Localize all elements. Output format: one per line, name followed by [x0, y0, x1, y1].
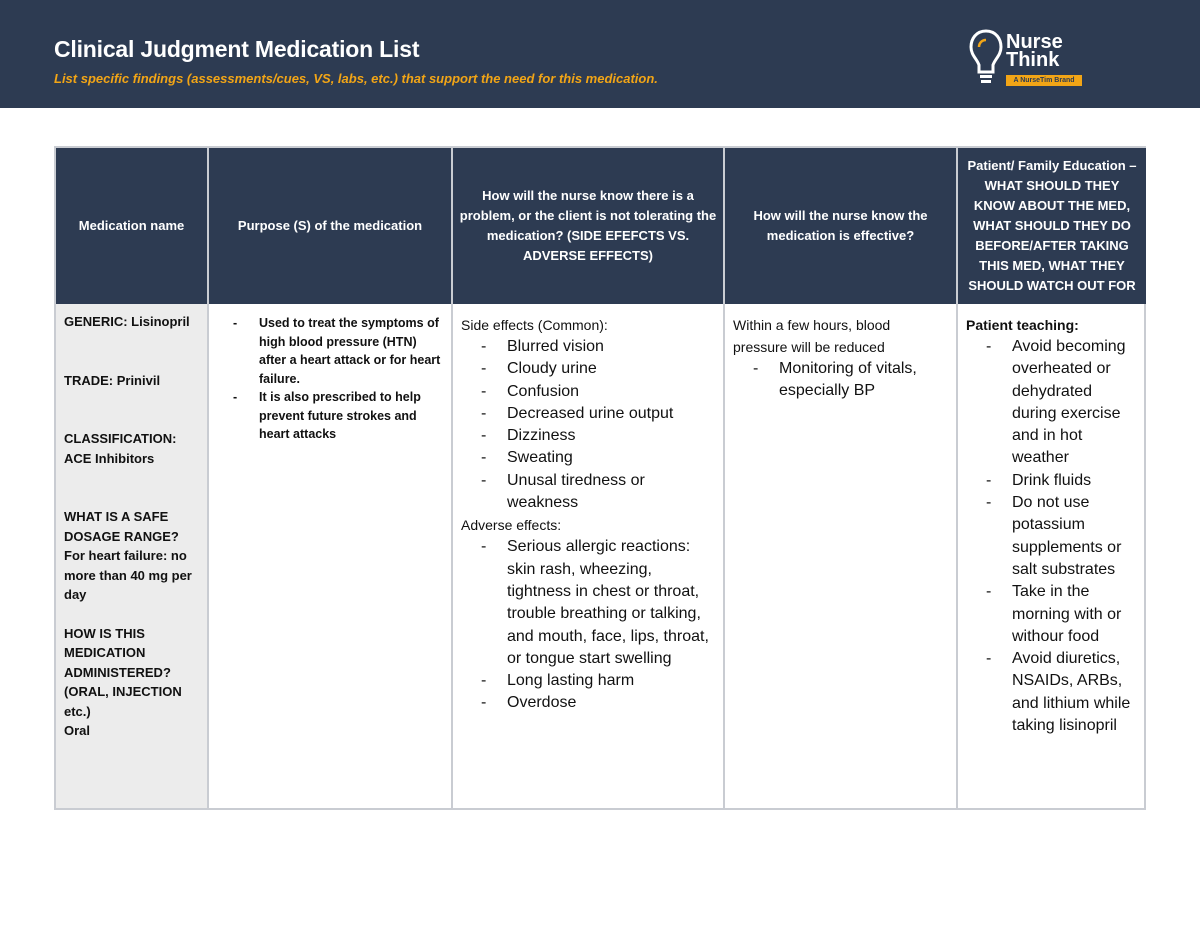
side-effects-label: Side effects (Common):: [461, 317, 608, 333]
patient-teaching-list: [966, 336, 1138, 737]
list-item: - Decreased urine output: [461, 403, 715, 425]
logo-tagline: A NurseTim Brand: [1006, 75, 1082, 86]
list-item: - Sweating: [461, 447, 715, 469]
administration-value: Oral: [64, 723, 91, 738]
list-item: - Avoid becoming overheated or dehydrated during exercise and in hot weather: [966, 336, 1138, 470]
list-item: - Do not use potassium supplements or salt substrates: [966, 492, 1138, 581]
header-effective: How will the nurse know the medication is effective?: [725, 148, 956, 304]
generic-name: GENERIC: Lisinopril: [64, 314, 190, 329]
logo-word-think: Think: [1006, 49, 1060, 71]
header-problems: How will the nurse know there is a problem, or the client is not tolerating the medication? (SIDE EFEFCTS VS. ADVERSE EFFECTS): [453, 148, 723, 304]
list-item: - Take in the morning with or withour food: [966, 581, 1138, 648]
list-item: - Monitoring of vitals, especially BP: [733, 358, 948, 403]
classification-label: CLASSIFICATION:: [64, 431, 177, 446]
page-title: Clinical Judgment Medication List: [54, 36, 420, 62]
column-effective: [723, 148, 956, 808]
column-medication-name: [56, 148, 207, 808]
header-purpose: Purpose (S) of the medication: [209, 148, 451, 304]
list-item: - Unusal tiredness or weakness: [461, 470, 715, 515]
effective-cell: [725, 304, 956, 808]
administration-label: HOW IS THIS MEDICATION ADMINISTERED? (ORAL, INJECTION etc.): [64, 625, 182, 719]
side-effects-list: [461, 336, 715, 514]
list-item: - Avoid diuretics, NSAIDs, ARBs, and lithium while taking lisinopril: [966, 648, 1138, 737]
effective-intro: Within a few hours, blood pressure will be reduced: [733, 317, 891, 355]
list-item: - Cloudy urine: [461, 358, 715, 380]
column-purpose: [207, 148, 451, 808]
medication-table: [54, 146, 1146, 810]
list-item: - Drink fluids: [966, 470, 1138, 492]
medication-info-cell: [56, 304, 207, 808]
purpose-list: [233, 314, 441, 444]
trade-name: TRADE: Prinivil: [64, 372, 161, 388]
classification-value: ACE Inhibitors: [64, 450, 155, 466]
page-subtitle: List specific findings (assessments/cues, VS, labs, etc.) that support the need for this medication.: [54, 71, 658, 86]
education-cell: [958, 304, 1146, 808]
header-education: Patient/ Family Education – WHAT SHOULD THEY KNOW ABOUT THE MED, WHAT SHOULD THEY DO BEFORE/AFTER TAKING THIS MED, WHAT THEY SHOULD WATCH OUT FOR: [958, 148, 1146, 304]
dosage-label: WHAT IS A SAFE DOSAGE RANGE?: [64, 509, 179, 544]
problems-cell: [453, 304, 723, 808]
list-item: - Dizziness: [461, 425, 715, 447]
list-item: - Used to treat the symptoms of high blood pressure (HTN) after a heart attack or for heart failure.: [233, 314, 441, 388]
list-item: - Overdose: [461, 692, 715, 714]
column-problems: [451, 148, 723, 808]
nursethink-logo: [968, 28, 1088, 90]
page-header: [0, 0, 1200, 108]
list-item: - Confusion: [461, 381, 715, 403]
logo-word-nurse: Nurse: [1006, 31, 1063, 53]
column-education: [956, 148, 1146, 808]
list-item: - It is also prescribed to help prevent future strokes and heart attacks: [233, 388, 441, 444]
adverse-effects-label: Adverse effects:: [461, 517, 562, 534]
effective-list: [733, 358, 948, 403]
list-item: - Serious allergic reactions: skin rash, wheezing, tightness in chest or throat, trouble breathing or talking, and mouth, face, lips, throat, or tongue start swelling: [461, 536, 715, 670]
list-item: - Long lasting harm: [461, 670, 715, 692]
dosage-value: For heart failure: no more than 40 mg per day: [64, 548, 192, 602]
list-item: - Blurred vision: [461, 336, 715, 358]
lightbulb-icon: [968, 28, 1004, 88]
patient-teaching-label: Patient teaching:: [966, 317, 1079, 333]
header-medication-name: Medication name: [56, 148, 207, 304]
adverse-effects-list: [461, 536, 715, 714]
purpose-cell: [209, 304, 451, 808]
